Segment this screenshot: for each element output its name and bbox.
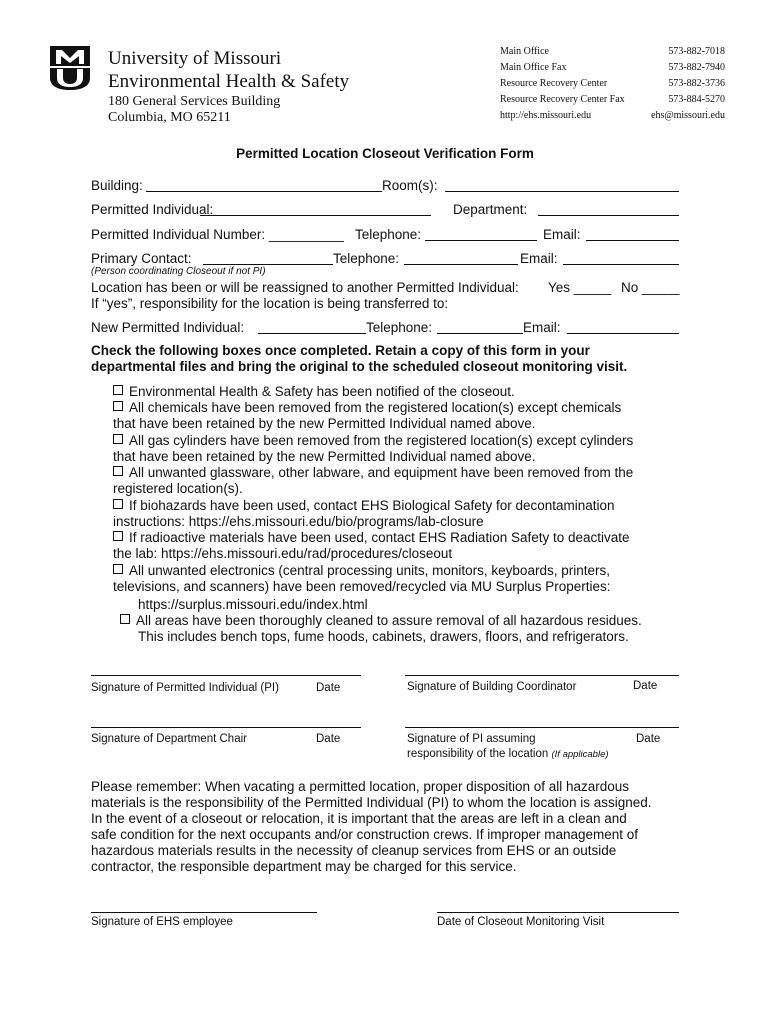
new-pi-signature-label: Signature of PI assuming: [407, 733, 536, 745]
reassign-note: If “yes”, responsibility for the location is being transferred to:: [91, 296, 449, 311]
checklist-item: Environmental Health & Safety has been notified of the closeout.: [113, 384, 515, 400]
new-pi-signature-label-continued: responsibility of the location (If applicable): [407, 748, 609, 760]
if-applicable-note: (If applicable): [551, 749, 609, 760]
checklist-item: All unwanted electronics (central processing units, monitors, keyboards, printers,: [113, 563, 610, 579]
checklist-item-continued: This includes bench tops, fume hoods, cabinets, drawers, floors, and refrigerators.: [138, 629, 629, 644]
new-pi-email-field[interactable]: [567, 333, 679, 334]
checkbox[interactable]: [113, 499, 123, 509]
department-label: Department:: [453, 202, 528, 217]
building-label: Building:: [91, 178, 143, 193]
email-label: Email:: [543, 227, 581, 242]
website-link[interactable]: http://ehs.missouri.edu: [500, 110, 592, 121]
checklist-item: All areas have been thoroughly cleaned to assure removal of all hazardous residues.: [120, 613, 642, 629]
checklist-item-continued: that have been retained by the new Permitted Individual named above.: [113, 449, 536, 464]
contact-label: Resource Recovery Center: [500, 78, 608, 89]
monitoring-date-label: Date of Closeout Monitoring Visit: [437, 916, 605, 928]
telephone-label: Telephone:: [355, 227, 422, 242]
checkbox[interactable]: [113, 466, 123, 476]
checklist-item: All gas cylinders have been removed from the registered location(s) except cylinders: [113, 433, 633, 449]
pi-signature-line[interactable]: [91, 675, 361, 676]
checkbox[interactable]: [113, 531, 123, 541]
coordinator-date-label: Date: [633, 680, 658, 692]
address-line-1: 180 General Services Building: [108, 94, 281, 109]
checkbox[interactable]: [113, 564, 123, 574]
pi-field[interactable]: [200, 215, 431, 216]
reminder-line: contractor, the responsible department may be charged for this service.: [91, 859, 517, 874]
reminder-line: materials is the responsibility of the Permitted Individual (PI) to whom the location is assigned.: [91, 795, 652, 810]
checklist-item: All unwanted glassware, other labware, and equipment have been removed from the: [113, 465, 633, 481]
checkbox[interactable]: [113, 385, 123, 395]
coordinator-signature-label: Signature of Building Coordinator: [407, 681, 577, 693]
checklist-item: If radioactive materials have been used, contact EHS Radiation Safety to deactivate: [113, 530, 630, 546]
rooms-label: Room(s):: [382, 178, 438, 193]
university-name: University of Missouri: [108, 48, 282, 69]
pi-label: Permitted Individual:: [91, 202, 214, 217]
new-pi-label: New Permitted Individual:: [91, 320, 245, 335]
monitoring-date-line[interactable]: [437, 912, 679, 913]
checklist-item-continued: the lab: https://ehs.missouri.edu/rad/procedures/closeout: [113, 546, 453, 561]
address-line-2: Columbia, MO 65211: [108, 110, 231, 125]
new-pi-field[interactable]: [258, 333, 366, 334]
contact-label: Main Office Fax: [500, 62, 567, 73]
instructions-line-1: Check the following boxes once completed. Retain a copy of this form in your: [91, 343, 590, 358]
reminder-line: hazardous materials results in the necessity of cleanup services from EHS or an outside: [91, 843, 617, 858]
checklist-item-continued: registered location(s).: [113, 481, 243, 496]
telephone-label: Telephone:: [333, 251, 400, 266]
primary-contact-field[interactable]: [203, 264, 333, 265]
no-option[interactable]: No _____: [621, 280, 680, 295]
department-name: Environmental Health & Safety: [108, 71, 350, 92]
new-pi-signature-line[interactable]: [405, 727, 679, 728]
checklist-item-continued: instructions: https://ehs.missouri.edu/bio/programs/lab-closure: [113, 514, 484, 529]
yes-option[interactable]: Yes _____: [548, 280, 612, 295]
contact-value: 573-882-3736: [668, 78, 725, 89]
university-logo: [48, 44, 92, 92]
primary-telephone-field[interactable]: [404, 264, 518, 265]
email-label: Email:: [520, 251, 558, 266]
instructions-line-2: departmental files and bring the original to the scheduled closeout monitoring visit.: [91, 359, 628, 374]
coordinator-signature-line[interactable]: [405, 675, 679, 676]
email-field[interactable]: [586, 240, 679, 241]
email-label: Email:: [523, 320, 561, 335]
rooms-field[interactable]: [445, 191, 679, 192]
telephone-label: Telephone:: [366, 320, 433, 335]
checkbox[interactable]: [120, 614, 130, 624]
ehs-signature-line[interactable]: [91, 912, 317, 913]
email-link[interactable]: ehs@missouri.edu: [651, 110, 725, 121]
reminder-line: In the event of a closeout or relocation, it is important that the areas are left in a clean and: [91, 811, 627, 826]
contact-label: Resource Recovery Center Fax: [500, 94, 625, 105]
checklist-item-continued: televisions, and scanners) have been removed/recycled via MU Surplus Properties:: [113, 579, 611, 594]
chair-date-label: Date: [316, 733, 341, 745]
telephone-field[interactable]: [425, 240, 537, 241]
primary-email-field[interactable]: [563, 264, 679, 265]
new-pi-date-label: Date: [636, 733, 661, 745]
pi-signature-label: Signature of Permitted Individual (PI): [91, 682, 279, 694]
reassign-question: Location has been or will be reassigned to another Permitted Individual:: [91, 280, 519, 295]
checkbox[interactable]: [113, 434, 123, 444]
checkbox[interactable]: [113, 401, 123, 411]
contact-value: 573-882-7018: [668, 46, 725, 57]
checklist-item: If biohazards have been used, contact EHS Biological Safety for decontamination: [113, 498, 615, 514]
primary-contact-note: (Person coordinating Closeout if not PI): [91, 266, 266, 277]
surplus-link[interactable]: https://surplus.missouri.edu/index.html: [138, 597, 368, 612]
checklist-item-continued: that have been retained by the new Permitted Individual named above.: [113, 416, 536, 431]
pi-number-label: Permitted Individual Number: __________: [91, 227, 344, 242]
chair-signature-label: Signature of Department Chair: [91, 733, 247, 745]
reminder-line: safe condition for the next occupants and/or construction crews. If improper management of: [91, 827, 639, 842]
new-pi-telephone-field[interactable]: [437, 333, 523, 334]
form-title: Permitted Location Closeout Verification Form: [236, 146, 534, 161]
ehs-signature-label: Signature of EHS employee: [91, 916, 233, 928]
building-field[interactable]: [146, 191, 382, 192]
department-field[interactable]: [538, 215, 679, 216]
contact-label: Main Office: [500, 46, 549, 57]
contact-value: 573-884-5270: [668, 94, 725, 105]
checklist-item: All chemicals have been removed from the registered location(s) except chemicals: [113, 400, 621, 416]
contact-value: 573-882-7940: [668, 62, 725, 73]
reminder-line: Please remember: When vacating a permitted location, proper disposition of all hazardous: [91, 779, 630, 794]
chair-signature-line[interactable]: [91, 727, 361, 728]
pi-date-label: Date: [316, 682, 341, 694]
primary-contact-label: Primary Contact:: [91, 251, 192, 266]
